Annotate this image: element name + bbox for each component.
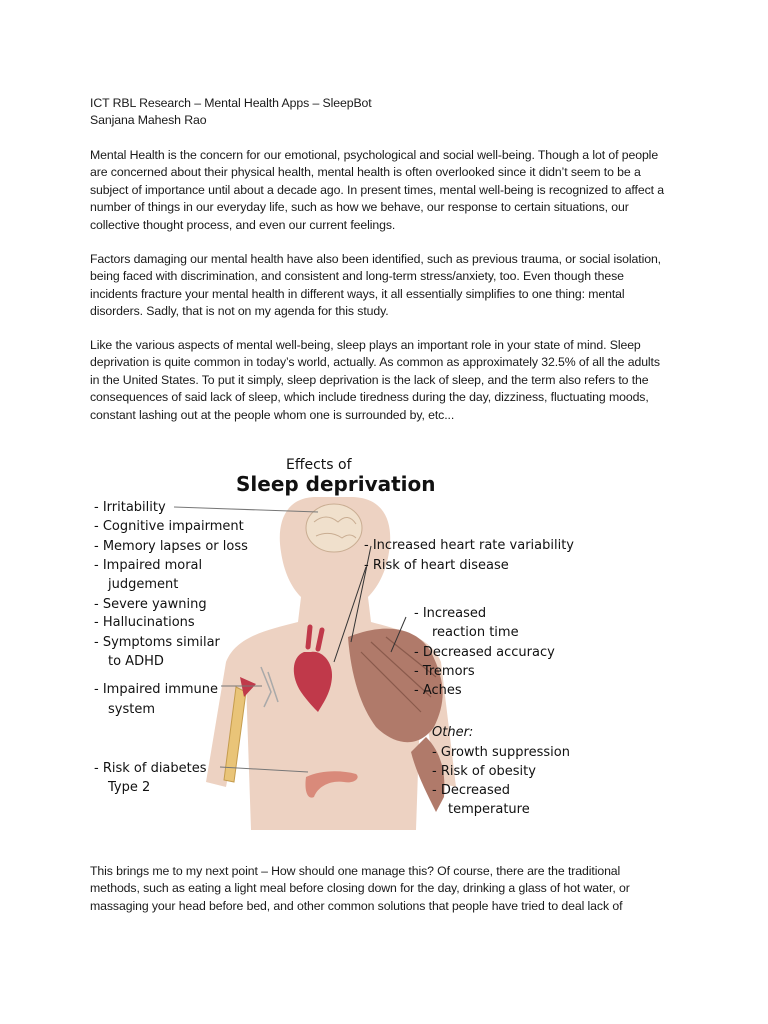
document-header xyxy=(90,95,664,130)
effect-decreased-accuracy: - Decreased accuracy xyxy=(414,645,555,660)
effect-impaired-moral: - Impaired moral xyxy=(94,558,203,573)
effect-increased: - Increased xyxy=(414,606,487,621)
effect-temperature: temperature xyxy=(448,802,530,817)
effect-symptoms-similar: - Symptoms similar xyxy=(94,635,220,650)
effect-risk-obesity: - Risk of obesity xyxy=(432,764,536,779)
paragraph-manage: This brings me to my next point – How should one manage this? Of course, there are the traditional methods, such as eating a light meal before closing down for the day, drinking a glass of hot water, or massaging your head before bed, and other common solutions that people have tried to deal lack of xyxy=(90,864,630,913)
effect-judgement: judgement xyxy=(108,577,179,592)
effect-irritability: - Irritability xyxy=(94,500,166,515)
figure-title: Sleep deprivation xyxy=(236,472,436,496)
effect-impaired-immune: - Impaired immune xyxy=(94,682,219,697)
sleep-deprivation-figure xyxy=(86,452,584,830)
effect-tremors: - Tremors xyxy=(414,664,475,679)
effect-reaction-time: reaction time xyxy=(432,625,519,640)
effect-decreased: - Decreased xyxy=(432,783,511,798)
effect-aches: - Aches xyxy=(414,683,462,698)
effect-growth-suppression: - Growth suppression xyxy=(432,745,570,760)
effect-severe-yawning: - Severe yawning xyxy=(94,597,207,612)
other-heading: Other: xyxy=(432,725,474,740)
effect-adhd: to ADHD xyxy=(108,654,164,669)
effect-risk-diabetes: - Risk of diabetes xyxy=(94,761,207,776)
paragraph-mental-health: Mental Health is the concern for our emotional, psychological and social well-being. Though a lot of people are concerned about their physical health, mental health is often overlooked since it didn’t seem to be a subject of importance until about a decade ago. In present times, mental well-being is recognized to affect a number of things in our everyday life, such as how we behave, our response to certain situations, our collective thought process, and even our current feelings. xyxy=(90,148,665,232)
effect-memory-lapses: - Memory lapses or loss xyxy=(94,539,248,554)
effect-immune-system: system xyxy=(108,702,155,717)
document-author: Sanjana Mahesh Rao xyxy=(90,113,207,128)
paragraph-sleep: Like the various aspects of mental well-being, sleep plays an important role in your state of mind. Sleep deprivation is quite common in today’s world, actually. As common as approximately 32.5% of all the adults in the United States. To put it simply, sleep deprivation is the lack of sleep, and the term also refers to the consequences of said lack of sleep, which include tiredness during the day, dizziness, fluctuating moods, constant lashing out at the people whom one is surrounded by, etc... xyxy=(90,338,660,422)
effect-heart-disease: - Risk of heart disease xyxy=(364,558,509,573)
effect-type-2: Type 2 xyxy=(108,780,151,795)
document-title: ICT RBL Research – Mental Health Apps – SleepBot xyxy=(90,96,372,110)
effect-cognitive-impairment: - Cognitive impairment xyxy=(94,519,244,534)
effect-hallucinations: - Hallucinations xyxy=(94,615,195,630)
figure-title-small: Effects of xyxy=(286,457,352,473)
effect-heart-rate-variability: - Increased heart rate variability xyxy=(364,538,574,553)
paragraph-factors: Factors damaging our mental health have also been identified, such as previous trauma, or social isolation, being faced with discrimination, and consistent and long-term stress/anxiety, too. Even though these incidents fracture your mental health in different ways, it all essentially simplifies to one thing: mental disorders. Sadly, that is not on my agenda for this study. xyxy=(90,252,661,319)
